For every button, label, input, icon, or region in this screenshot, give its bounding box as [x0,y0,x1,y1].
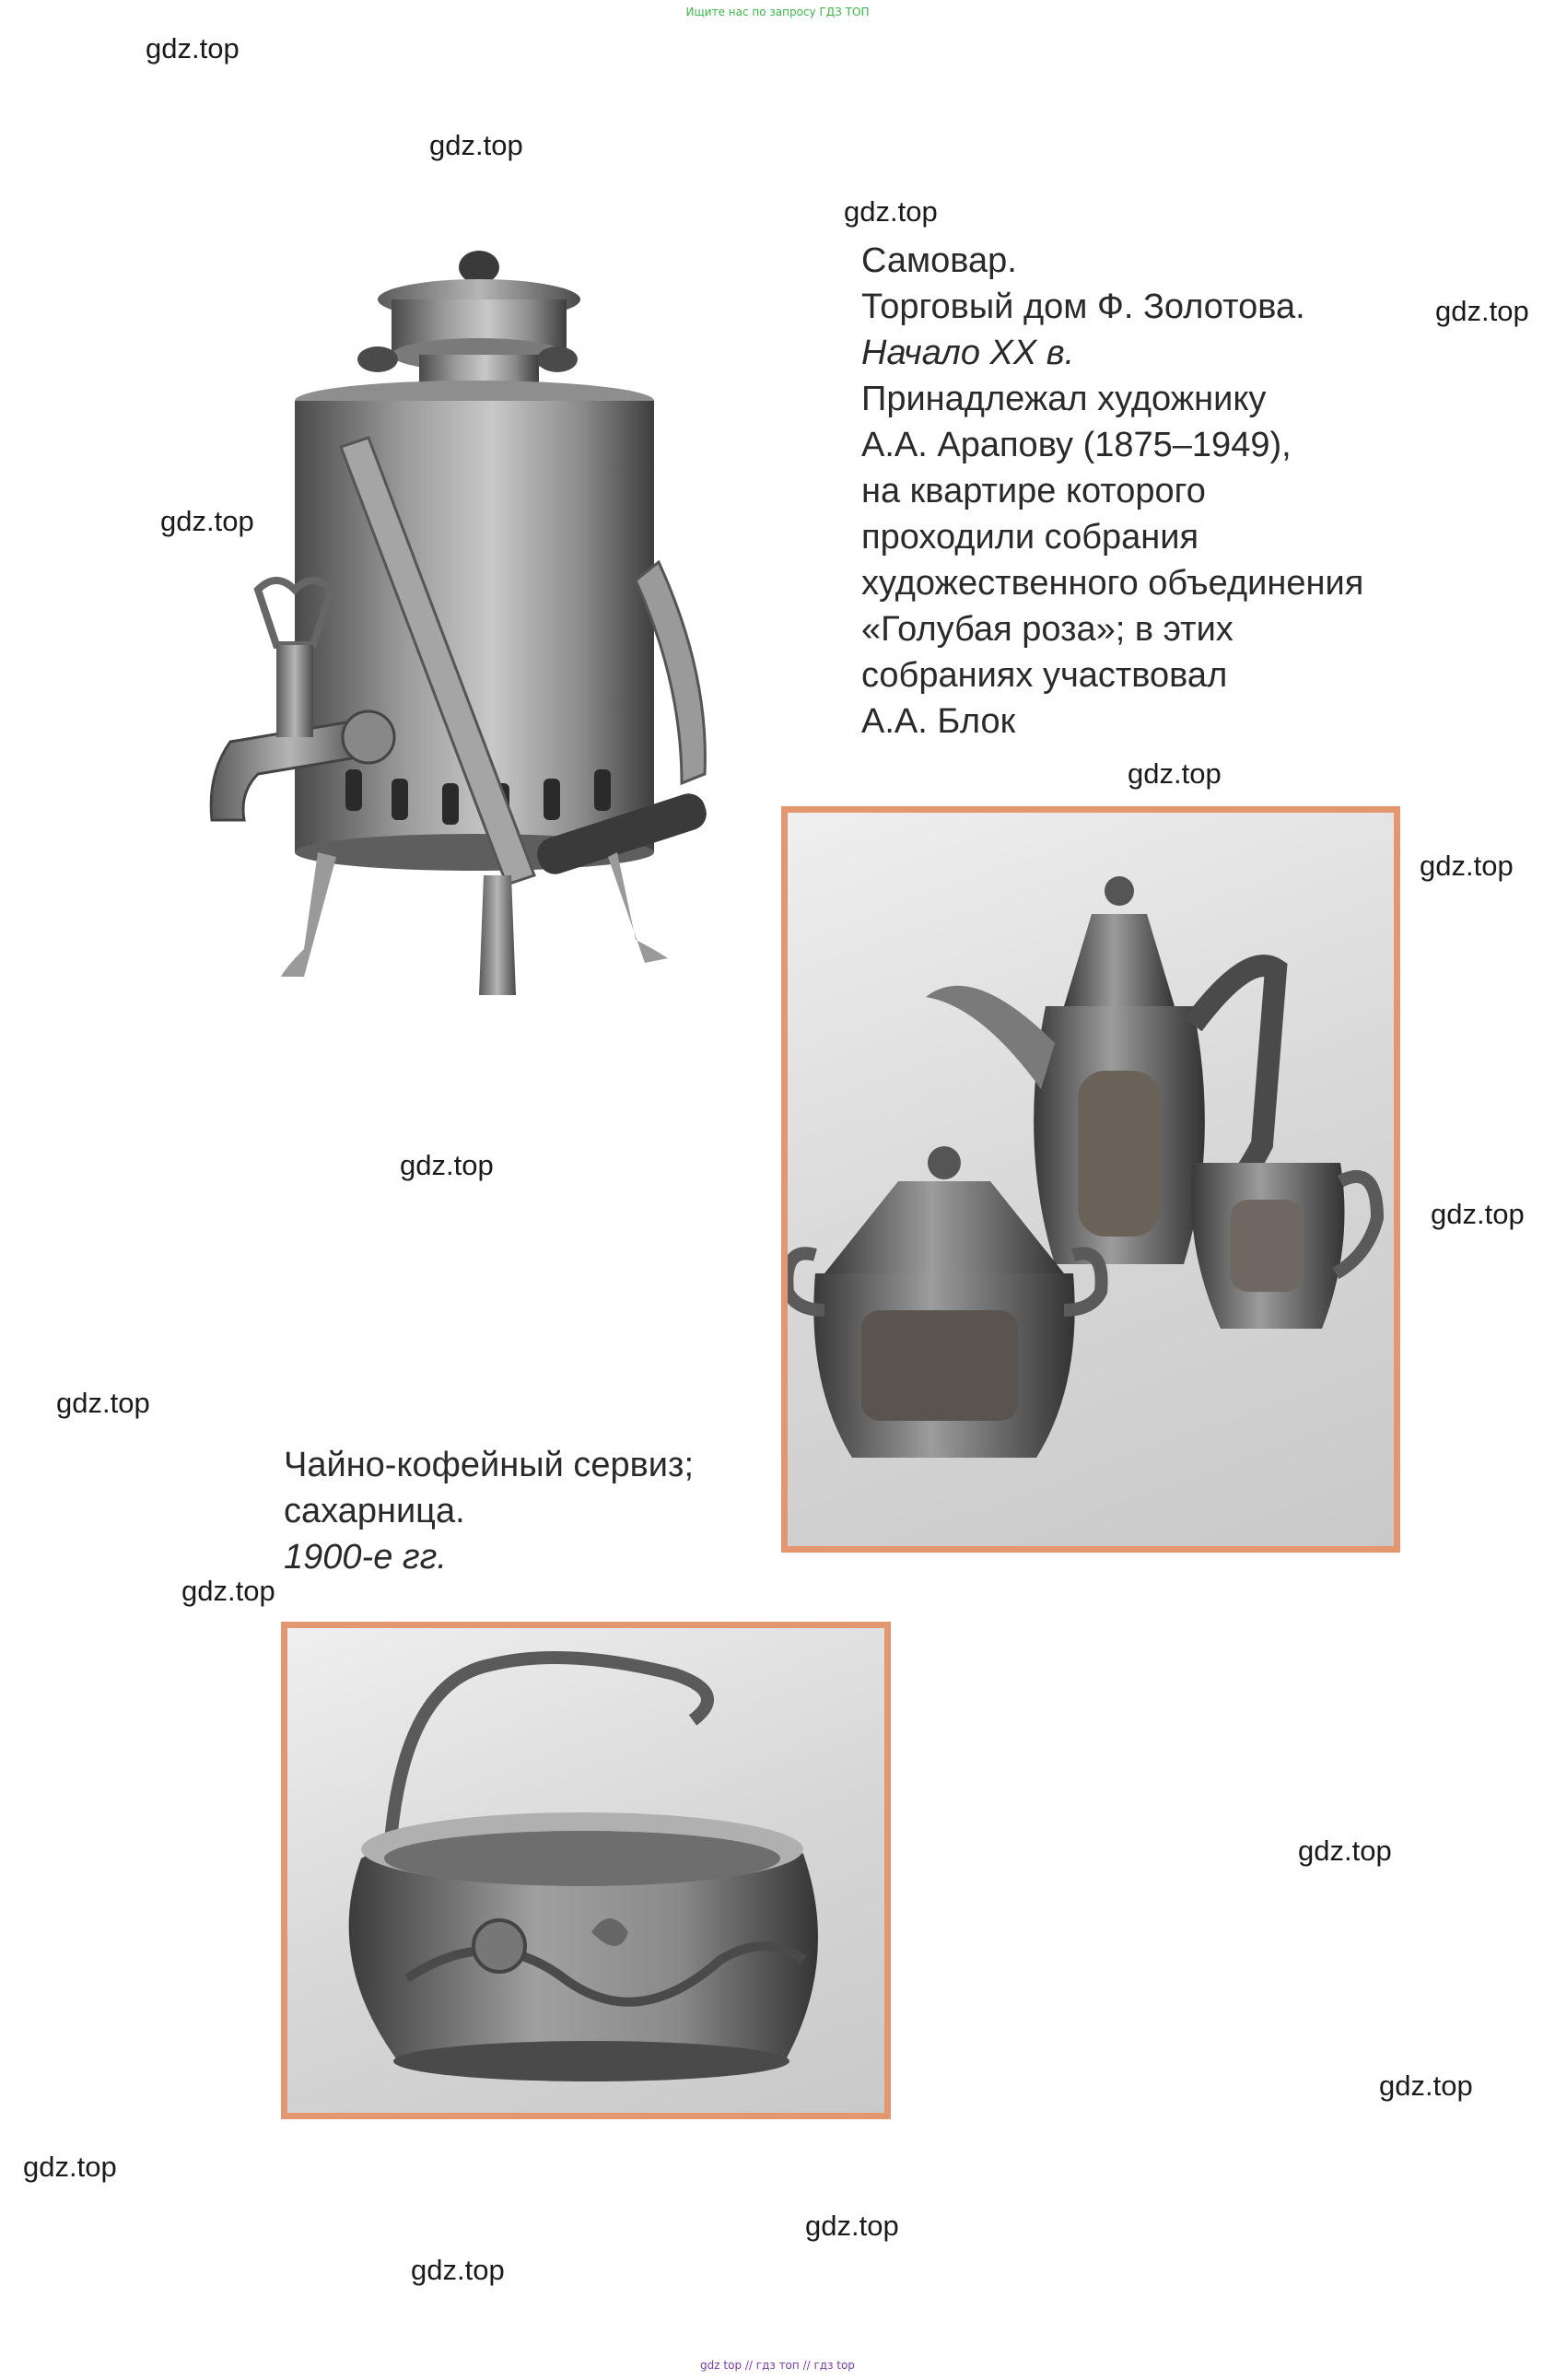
watermark: gdz.top [429,129,523,161]
watermark: gdz.top [844,195,938,228]
caption-line: Чайно-кофейный сервиз; [284,1446,695,1484]
watermark: gdz.top [160,505,254,537]
watermark: gdz.top [1298,1835,1392,1867]
watermark: gdz.top [805,2210,899,2242]
tea-service-photo [781,806,1400,1553]
watermark: gdz.top [56,1387,150,1419]
caption-date: Начало XX в. [861,334,1075,372]
watermark: gdz.top [23,2151,117,2183]
caption-date: 1900-е гг. [284,1538,447,1577]
watermark: gdz.top [1128,757,1222,790]
caption-line: А.А. Арапову (1875–1949), [861,426,1292,464]
watermark: gdz.top [1431,1198,1525,1230]
samovar-caption [861,238,1363,744]
watermark: gdz.top [146,32,240,64]
service-caption [284,1442,694,1580]
caption-line: Торговый дом Ф. Золотова. [861,287,1305,326]
watermark: gdz.top [1379,2069,1473,2102]
caption-line: «Голубая роза»; в этих [861,610,1233,649]
top-banner: Ищите нас по запросу ГДЗ ТОП [685,6,870,18]
caption-line: художественного объединения [861,564,1364,603]
sugar-bowl-photo [281,1622,891,2119]
watermark: gdz.top [181,1575,275,1607]
caption-line: сахарница. [284,1492,465,1530]
caption-line: Принадлежал художнику [861,380,1267,418]
caption-line: А.А. Блок [861,702,1016,741]
watermark: gdz.top [1435,295,1529,327]
samovar-photo [157,240,709,1069]
caption-line: проходили собрания [861,518,1199,557]
watermark: gdz.top [411,2254,505,2286]
caption-line: Самовар. [861,241,1017,280]
watermark: gdz.top [400,1149,494,1181]
watermark: gdz.top [1420,850,1514,882]
footer: gdz top // гдз топ // гдз top [700,2359,855,2372]
caption-line: собраниях участвовал [861,656,1228,695]
caption-line: на квартире которого [861,472,1206,510]
